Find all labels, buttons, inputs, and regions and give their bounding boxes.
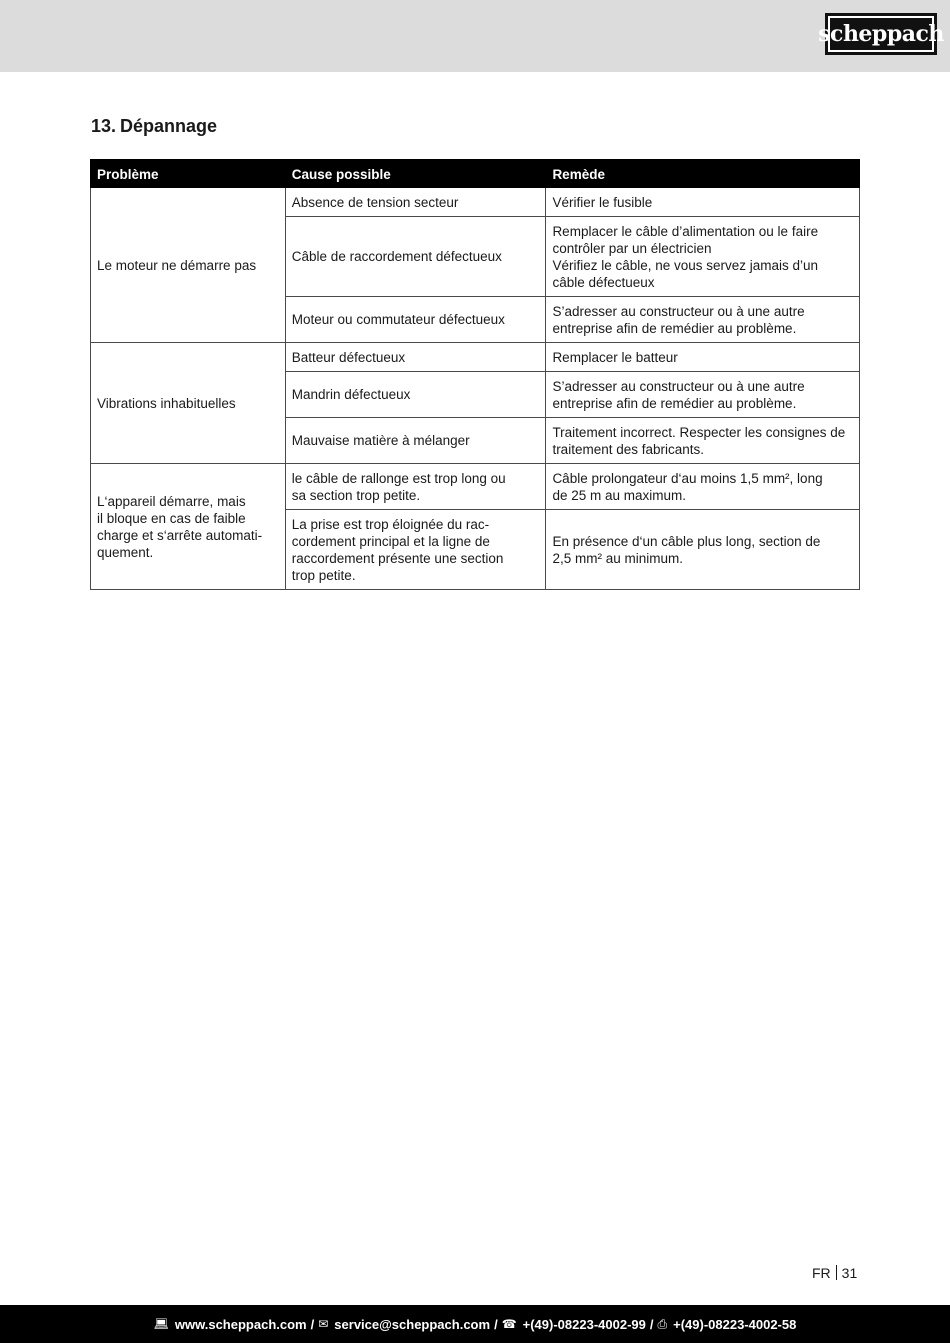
- footer-web[interactable]: www.scheppach.com: [174, 1316, 307, 1332]
- cause-cell: Mandrin défectueux: [285, 372, 546, 418]
- remedy-cell: Câble prolongateur d‘au moins 1,5 mm², long de 25 m au maximum.: [546, 464, 860, 510]
- fax-icon: ⎙: [657, 1316, 668, 1331]
- footer-separator: /: [310, 1316, 315, 1332]
- remedy-cell: Traitement incorrect. Respecter les consignes de traitement des fabricants.: [546, 418, 860, 464]
- computer-icon: 💻︎: [153, 1317, 169, 1331]
- problem-cell: Vibrations inhabituelles: [91, 343, 286, 464]
- remedy-cell: S’adresser au constructeur ou à une autre entreprise afin de remédier au problème.: [546, 297, 860, 343]
- footer-fax: +(49)-08223-4002-58: [673, 1316, 797, 1332]
- section-title-text: Dépannage: [120, 116, 218, 136]
- cause-cell: Câble de raccordement défectueux: [285, 217, 546, 297]
- page-language: FR: [812, 1265, 831, 1281]
- remedy-cell: Remplacer le batteur: [546, 343, 860, 372]
- section-number: 13.: [91, 116, 117, 136]
- problem-cell: Le moteur ne démarre pas: [91, 188, 286, 343]
- table-row: [91, 343, 860, 372]
- remedy-cell: S’adresser au constructeur ou à une autre entreprise afin de remédier au problème.: [546, 372, 860, 418]
- cause-cell: La prise est trop éloignée du rac- cordement principal et la ligne de raccordement présente une section trop petite.: [285, 510, 546, 590]
- footer-email[interactable]: service@scheppach.com: [334, 1316, 491, 1332]
- footer-bar: [0, 1305, 950, 1343]
- table-row: [91, 464, 860, 510]
- remedy-cell: Vérifier le fusible: [546, 188, 860, 217]
- brand-logo: [818, 13, 944, 55]
- table-row: [91, 188, 860, 217]
- remedy-cell: Remplacer le câble d’alimentation ou le faire contrôler par un électricien Vérifiez le câble, ne vous servez jamais d’un câble défectueux: [546, 217, 860, 297]
- page-number: [812, 1265, 857, 1281]
- cause-cell: Mauvaise matière à mélanger: [285, 418, 546, 464]
- cause-cell: Batteur défectueux: [285, 343, 546, 372]
- footer-phone: +(49)-08223-4002-99: [522, 1316, 646, 1332]
- header-problem: Problème: [91, 160, 286, 188]
- cause-cell: Moteur ou commutateur défectueux: [285, 297, 546, 343]
- page-number-value: 31: [841, 1265, 858, 1281]
- brand-logo-text: scheppach: [818, 21, 944, 47]
- page-separator: [836, 1265, 837, 1280]
- table-header-row: [91, 160, 860, 188]
- phone-icon: ☎︎: [501, 1317, 517, 1331]
- footer-separator: /: [494, 1316, 498, 1332]
- footer-separator: /: [649, 1316, 654, 1332]
- cause-cell: Absence de tension secteur: [285, 188, 546, 217]
- problem-cell: L‘appareil démarre, mais il bloque en cas de faible charge et s‘arrête automati- quement.: [91, 464, 286, 590]
- cause-cell: le câble de rallonge est trop long ou sa section trop petite.: [285, 464, 546, 510]
- troubleshooting-table: [90, 159, 860, 590]
- section-title: [91, 116, 217, 137]
- mail-icon: ✉︎: [318, 1317, 329, 1331]
- header-band: [0, 0, 950, 72]
- header-remedy: Remède: [546, 160, 860, 188]
- remedy-cell: En présence d‘un câble plus long, section de 2,5 mm² au minimum.: [546, 510, 860, 590]
- header-cause: Cause possible: [285, 160, 546, 188]
